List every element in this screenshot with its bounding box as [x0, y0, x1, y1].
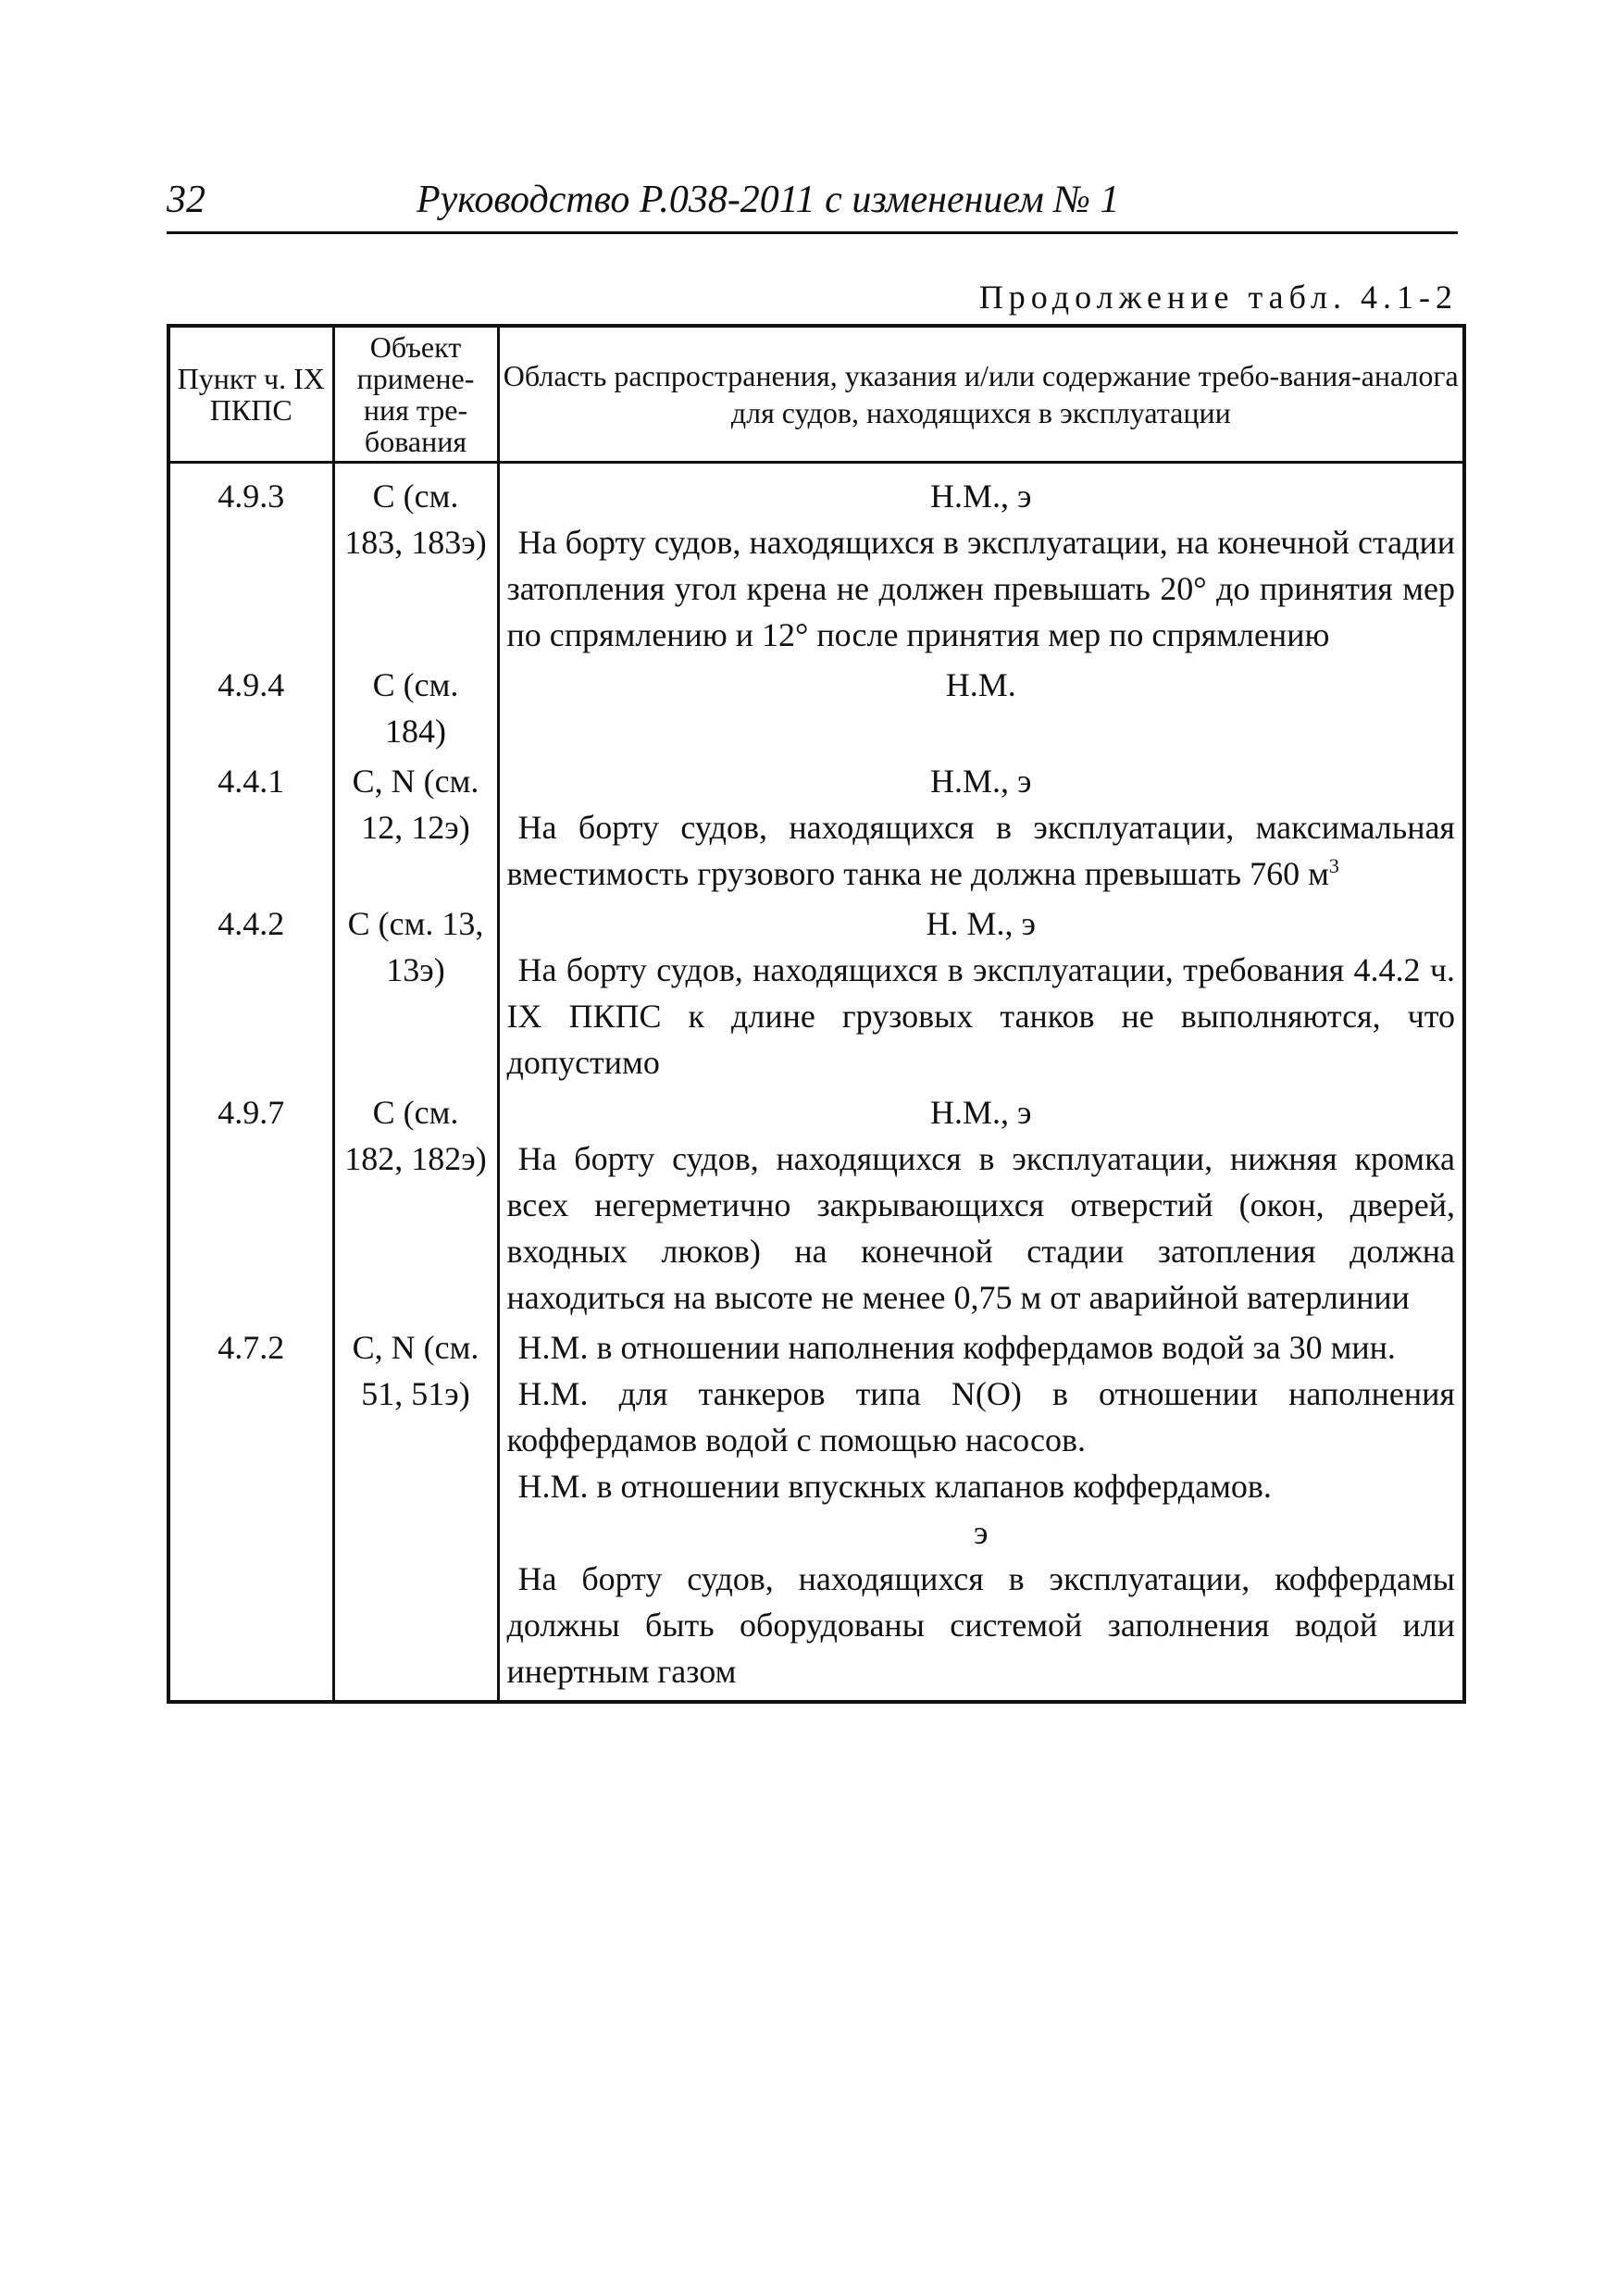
- cell-punkt: 4.9.7: [168, 1087, 333, 1322]
- table-row: [168, 660, 1464, 756]
- verdict-text: э: [974, 1514, 989, 1551]
- requirements-table: [167, 324, 1466, 1704]
- table-row: [168, 1087, 1464, 1322]
- cell-content: [498, 463, 1464, 661]
- requirement-text: На борту судов, находящихся в эксплуатации, требования 4.4.2 ч. IX ПКПС к длине грузовых танков не выполняются, что допустимо: [506, 951, 1455, 1081]
- cell-punkt: 4.9.4: [168, 660, 333, 756]
- requirement-text: Н.М. для танкеров типа N(O) в отношении наполнения коффердамов водой с помощью насосов.: [506, 1375, 1455, 1458]
- cell-content: [498, 899, 1464, 1087]
- verdict-text: Н.М., э: [930, 763, 1032, 800]
- header-scope: Область распространения, указания и/или содержание требо-вания-аналога для судов, находящихся в эксплуатации: [498, 326, 1464, 463]
- page-number: 32: [167, 179, 205, 221]
- table-row: [168, 1322, 1464, 1702]
- verdict-text: Н.М., э: [930, 478, 1032, 515]
- header-object: Объект примене-ния тре-бования: [333, 326, 498, 463]
- requirement-text: На борту судов, находящихся в эксплуатации, коффердамы должны быть оборудованы системой заполнения водой или инертным газом: [506, 1560, 1455, 1690]
- cell-object: С (см. 13, 13э): [333, 899, 498, 1087]
- cell-content: [498, 1322, 1464, 1702]
- verdict-text: Н.М.: [945, 666, 1016, 703]
- table-row: [168, 756, 1464, 899]
- table-continuation-label: Продолжение табл. 4.1-2: [978, 279, 1458, 316]
- cell-object: С (см. 184): [333, 660, 498, 756]
- verdict-text: Н.М., э: [930, 1094, 1032, 1131]
- cell-object: С, N (см. 12, 12э): [333, 756, 498, 899]
- cell-object: С, N (см. 51, 51э): [333, 1322, 498, 1702]
- requirement-text: [507, 804, 1456, 897]
- cell-content: [498, 1087, 1464, 1322]
- table-header-row: [168, 326, 1464, 463]
- table-row: [168, 463, 1464, 661]
- cell-punkt: 4.9.3: [168, 463, 333, 661]
- cell-content: [498, 756, 1464, 899]
- table-row: [168, 899, 1464, 1087]
- running-title: Руководство Р.038-2011 с изменением № 1: [417, 179, 1120, 221]
- running-header: [167, 178, 1458, 234]
- cell-punkt: 4.4.1: [168, 756, 333, 899]
- verdict-text: Н. М., э: [926, 905, 1036, 942]
- cell-object: С (см. 182, 182э): [333, 1087, 498, 1322]
- requirement-text: На борту судов, находящихся в эксплуатации, нижняя кромка всех негерметично закрывающихся отверстий (окон, дверей, входных люков) на конечной стадии затопления должна находиться на высоте не менее 0,75 м от аварийной ватерлинии: [506, 1140, 1455, 1316]
- cell-punkt: 4.4.2: [168, 899, 333, 1087]
- cell-object: С (см. 183, 183э): [333, 463, 498, 661]
- requirement-text: На борту судов, находящихся в эксплуатации, на конечной стадии затопления угол крена не должен превышать 20° до принятия мер по спрямлению и 12° после принятия мер по спрямлению: [506, 524, 1455, 653]
- requirement-text: Н.М. в отношении наполнения коффердамов водой за 30 мин.: [517, 1329, 1396, 1366]
- header-punkt: Пункт ч. IX ПКПС: [168, 326, 333, 463]
- superscript-exponent: 3: [1328, 854, 1339, 877]
- cell-content: [498, 660, 1464, 756]
- requirement-text-body: На борту судов, находящихся в эксплуатации, максимальная вместимость грузового танка не должна превышать 760 м: [506, 809, 1455, 892]
- cell-punkt: 4.7.2: [168, 1322, 333, 1702]
- requirement-text: Н.М. в отношении впускных клапанов коффердамов.: [517, 1468, 1272, 1505]
